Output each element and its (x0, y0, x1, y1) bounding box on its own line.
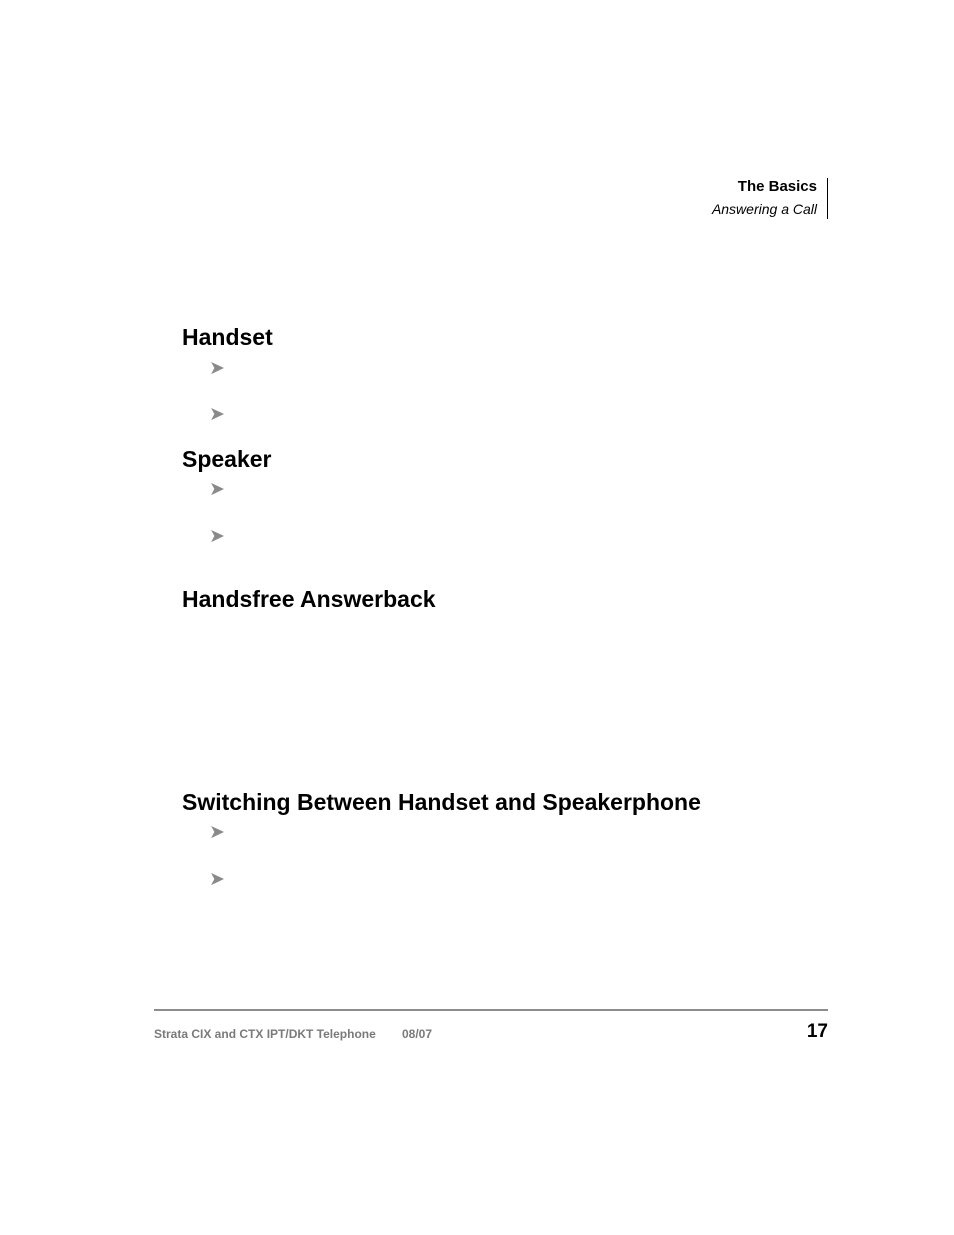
heading-switching-handset-speakerphone: Switching Between Handset and Speakerphone (182, 789, 701, 815)
page-number: 17 (806, 1021, 828, 1042)
bullet-arrow-icon: ➤ (209, 479, 225, 500)
footer-doc-title: Strata CIX and CTX IPT/DKT Telephone (154, 1027, 376, 1041)
footer-divider (154, 1009, 828, 1011)
running-head-section: Answering a Call (711, 201, 817, 217)
running-head (528, 178, 828, 219)
running-head-chapter: The Basics (737, 178, 817, 195)
bullet-arrow-icon: ➤ (209, 358, 225, 379)
heading-speaker: Speaker (182, 446, 272, 472)
heading-handsfree-answerback: Handsfree Answerback (182, 586, 436, 612)
bullet-arrow-icon: ➤ (209, 822, 225, 843)
bullet-arrow-icon: ➤ (209, 526, 225, 547)
bullet-arrow-icon: ➤ (209, 869, 225, 890)
footer-date: 08/07 (402, 1027, 433, 1041)
bullet-arrow-icon: ➤ (209, 404, 225, 425)
heading-handset: Handset (182, 324, 273, 350)
